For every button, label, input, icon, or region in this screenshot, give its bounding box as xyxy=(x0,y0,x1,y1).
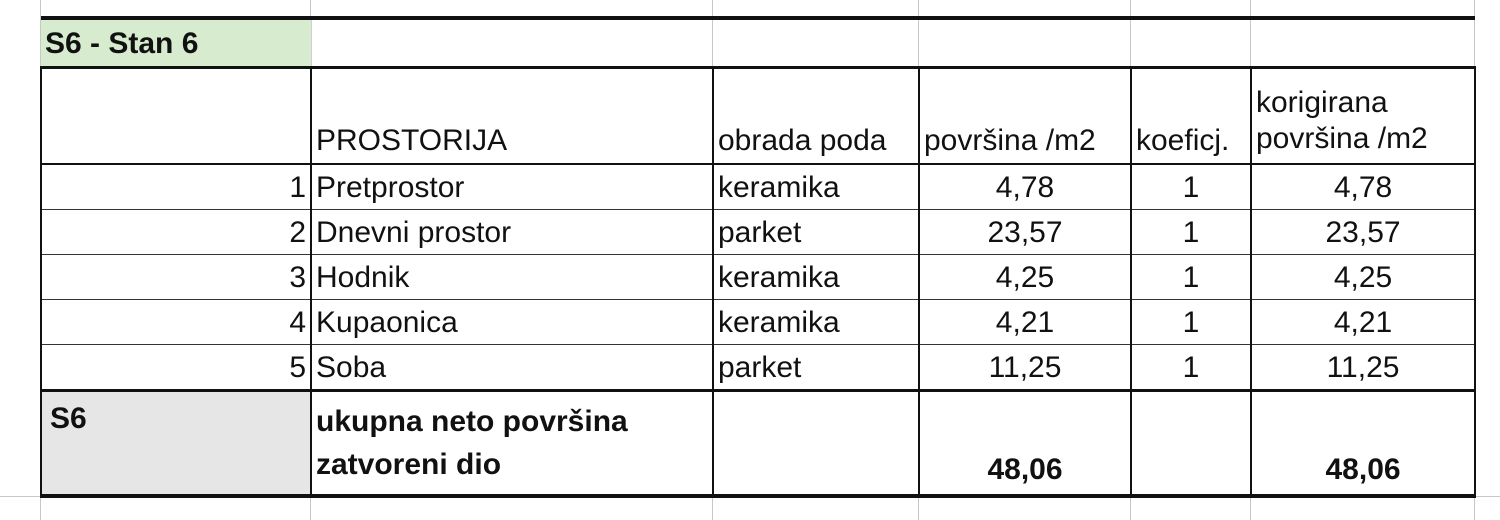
header-corrected-line1: korigirana xyxy=(1256,86,1388,119)
table-row xyxy=(41,300,1475,345)
title-blank-cell[interactable] xyxy=(311,18,1475,68)
spreadsheet-area xyxy=(40,16,1474,498)
room-area[interactable]: 4,21 xyxy=(919,300,1131,345)
room-corrected-area[interactable]: 4,25 xyxy=(1251,255,1475,300)
total-label-line1: ukupna neto površina xyxy=(316,404,628,438)
apartment-title[interactable]: S6 - Stan 6 xyxy=(41,18,311,68)
header-corrected-area[interactable] xyxy=(1251,68,1475,165)
room-name[interactable]: Soba xyxy=(311,345,713,391)
floor-finish[interactable]: keramika xyxy=(713,300,919,345)
room-area[interactable]: 23,57 xyxy=(919,210,1131,255)
total-unit-code[interactable]: S6 xyxy=(41,391,311,497)
header-floor-finish[interactable]: obrada poda xyxy=(713,68,919,165)
room-corrected-area[interactable]: 4,21 xyxy=(1251,300,1475,345)
total-label[interactable] xyxy=(311,391,713,497)
room-coefficient[interactable]: 1 xyxy=(1131,300,1251,345)
header-coefficient[interactable]: koeficj. xyxy=(1131,68,1251,165)
room-area[interactable]: 4,25 xyxy=(919,255,1131,300)
total-area[interactable]: 48,06 xyxy=(919,391,1131,497)
room-coefficient[interactable]: 1 xyxy=(1131,210,1251,255)
room-corrected-area[interactable]: 4,78 xyxy=(1251,164,1475,210)
table-row xyxy=(41,345,1475,391)
room-name[interactable]: Dnevni prostor xyxy=(311,210,713,255)
total-floor-blank[interactable] xyxy=(713,391,919,497)
header-index[interactable] xyxy=(41,68,311,165)
header-row xyxy=(41,68,1475,165)
floor-finish[interactable]: keramika xyxy=(713,164,919,210)
room-area[interactable]: 11,25 xyxy=(919,345,1131,391)
table-row xyxy=(41,255,1475,300)
row-number[interactable]: 3 xyxy=(41,255,311,300)
header-corrected-line2: površina /m2 xyxy=(1256,122,1428,155)
room-coefficient[interactable]: 1 xyxy=(1131,255,1251,300)
total-row xyxy=(41,391,1475,497)
header-area[interactable]: površina /m2 xyxy=(919,68,1131,165)
room-name[interactable]: Pretprostor xyxy=(311,164,713,210)
room-coefficient[interactable]: 1 xyxy=(1131,164,1251,210)
title-row xyxy=(41,18,1475,68)
header-room[interactable]: PROSTORIJA xyxy=(311,68,713,165)
floor-finish[interactable]: parket xyxy=(713,210,919,255)
room-corrected-area[interactable]: 23,57 xyxy=(1251,210,1475,255)
room-corrected-area[interactable]: 11,25 xyxy=(1251,345,1475,391)
floor-finish[interactable]: keramika xyxy=(713,255,919,300)
total-label-line2: zatvoreni dio xyxy=(316,448,502,481)
apartment-area-table xyxy=(40,16,1476,498)
table-row xyxy=(41,210,1475,255)
floor-finish[interactable]: parket xyxy=(713,345,919,391)
table-row xyxy=(41,164,1475,210)
room-name[interactable]: Hodnik xyxy=(311,255,713,300)
room-coefficient[interactable]: 1 xyxy=(1131,345,1251,391)
row-number[interactable]: 2 xyxy=(41,210,311,255)
room-name[interactable]: Kupaonica xyxy=(311,300,713,345)
row-number[interactable]: 4 xyxy=(41,300,311,345)
total-coefficient-blank[interactable] xyxy=(1131,391,1251,497)
row-number[interactable]: 1 xyxy=(41,164,311,210)
room-area[interactable]: 4,78 xyxy=(919,164,1131,210)
row-number[interactable]: 5 xyxy=(41,345,311,391)
total-corrected-area[interactable]: 48,06 xyxy=(1251,391,1475,497)
